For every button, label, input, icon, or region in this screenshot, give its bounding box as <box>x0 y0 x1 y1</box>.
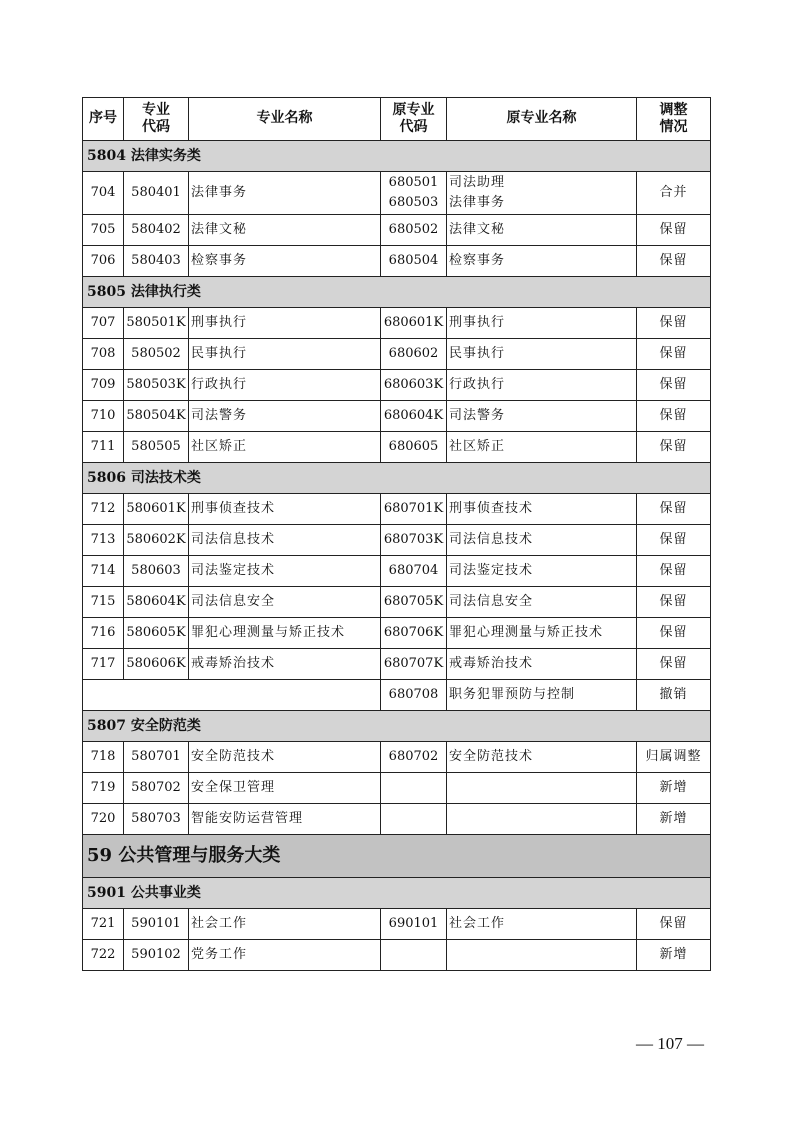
table-row <box>83 525 711 556</box>
code-cell: 580602K <box>124 525 189 556</box>
category-title: 5901 公共事业类 <box>83 878 711 909</box>
table-row <box>83 773 711 804</box>
table-header-row <box>83 98 711 141</box>
seq-cell: 708 <box>83 339 124 370</box>
seq-cell: 712 <box>83 494 124 525</box>
major-category-row <box>83 835 711 878</box>
header-code <box>124 98 189 141</box>
orig-code-cell <box>381 649 447 680</box>
orig-name-value: 检察事务 <box>449 253 506 268</box>
orig-name-value: 罪犯心理测量与矫正技术 <box>449 625 604 640</box>
code-cell: 580606K <box>124 649 189 680</box>
category-row <box>83 711 711 742</box>
orig-code-value: 680603K <box>383 377 444 392</box>
orig-name-value: 行政执行 <box>449 377 506 392</box>
category-row <box>83 878 711 909</box>
orig-code-value: 680602 <box>388 346 439 361</box>
orig-name-value: 刑事执行 <box>449 315 506 330</box>
category-title: 5804 法律实务类 <box>83 141 711 172</box>
table-row <box>83 370 711 401</box>
orig-name-cell <box>447 172 637 215</box>
orig-code-cell <box>381 525 447 556</box>
orig-code-cell <box>381 804 447 835</box>
header-orig-code-line1: 原专业 <box>392 101 435 118</box>
name-cell: 法律文秘 <box>189 215 381 246</box>
status-cell: 保留 <box>637 909 711 940</box>
seq-cell: 711 <box>83 432 124 463</box>
header-orig-code <box>381 98 447 141</box>
table-row <box>83 804 711 835</box>
status-cell: 保留 <box>637 618 711 649</box>
orig-name-value: 司法助理 <box>449 175 506 190</box>
orig-name-cell <box>447 742 637 773</box>
name-cell: 司法鉴定技术 <box>189 556 381 587</box>
orig-name-value: 安全防范技术 <box>449 749 534 764</box>
header-status-line2: 情况 <box>659 119 688 135</box>
orig-code-cell <box>381 370 447 401</box>
orig-name-cell <box>447 215 637 246</box>
orig-code-value: 680704 <box>388 563 439 578</box>
orig-name-value: 民事执行 <box>449 346 506 361</box>
status-cell: 新增 <box>637 804 711 835</box>
orig-code-value: 680702 <box>388 749 439 764</box>
seq-cell: 719 <box>83 773 124 804</box>
orig-code-value: 680708 <box>388 687 439 702</box>
code-cell: 580603 <box>124 556 189 587</box>
status-cell: 合并 <box>637 172 711 215</box>
status-cell: 保留 <box>637 432 711 463</box>
orig-code-cell <box>381 339 447 370</box>
code-cell: 580504K <box>124 401 189 432</box>
name-cell: 司法信息技术 <box>189 525 381 556</box>
status-cell: 保留 <box>637 494 711 525</box>
code-cell: 580703 <box>124 804 189 835</box>
code-cell: 580505 <box>124 432 189 463</box>
orig-name-value: 司法信息技术 <box>449 532 534 547</box>
status-cell: 保留 <box>637 370 711 401</box>
orig-name-cell <box>447 432 637 463</box>
orig-code-cell <box>381 680 447 711</box>
header-name: 专业名称 <box>189 98 381 141</box>
orig-code-value: 680501 <box>388 175 439 190</box>
name-cell: 司法警务 <box>189 401 381 432</box>
name-cell: 检察事务 <box>189 246 381 277</box>
code-cell: 580605K <box>124 618 189 649</box>
orig-name-cell <box>447 804 637 835</box>
orig-name-value: 戒毒矫治技术 <box>449 656 534 671</box>
table-row <box>83 587 711 618</box>
orig-name-cell <box>447 773 637 804</box>
orig-name-cell <box>447 587 637 618</box>
orig-code-value: 680701K <box>383 501 444 516</box>
code-cell: 580702 <box>124 773 189 804</box>
orig-name-value: 司法信息安全 <box>449 594 534 609</box>
code-cell: 590101 <box>124 909 189 940</box>
orig-name-cell <box>447 525 637 556</box>
status-cell: 保留 <box>637 308 711 339</box>
orig-code-cell <box>381 742 447 773</box>
name-cell: 民事执行 <box>189 339 381 370</box>
status-cell: 新增 <box>637 773 711 804</box>
table-row <box>83 618 711 649</box>
orig-name-value: 法律事务 <box>449 195 506 210</box>
seq-cell: 721 <box>83 909 124 940</box>
orig-name-cell <box>447 680 637 711</box>
orig-name-cell <box>447 308 637 339</box>
table-row <box>83 649 711 680</box>
major-catalog-table <box>82 97 711 971</box>
table-row <box>83 556 711 587</box>
status-cell: 保留 <box>637 556 711 587</box>
seq-cell: 705 <box>83 215 124 246</box>
code-cell: 590102 <box>124 940 189 971</box>
category-row <box>83 277 711 308</box>
code-cell: 580501K <box>124 308 189 339</box>
name-cell: 行政执行 <box>189 370 381 401</box>
orig-code-cell <box>381 172 447 215</box>
table-body <box>83 141 711 971</box>
table-row <box>83 246 711 277</box>
table-row <box>83 680 711 711</box>
orig-name-cell <box>447 649 637 680</box>
orig-code-value: 680707K <box>383 656 444 671</box>
orig-code-cell <box>381 556 447 587</box>
name-cell: 智能安防运营管理 <box>189 804 381 835</box>
seq-cell: 720 <box>83 804 124 835</box>
name-cell: 党务工作 <box>189 940 381 971</box>
name-cell: 法律事务 <box>189 172 381 215</box>
table-row <box>83 742 711 773</box>
orig-name-value: 社区矫正 <box>449 439 506 454</box>
orig-name-cell <box>447 909 637 940</box>
orig-code-value: 680502 <box>388 222 439 237</box>
orig-name-value: 司法鉴定技术 <box>449 563 534 578</box>
header-seq: 序号 <box>83 98 124 141</box>
name-cell: 刑事执行 <box>189 308 381 339</box>
table-row <box>83 215 711 246</box>
status-cell: 保留 <box>637 401 711 432</box>
category-title: 5805 法律执行类 <box>83 277 711 308</box>
seq-cell: 713 <box>83 525 124 556</box>
category-title: 5806 司法技术类 <box>83 463 711 494</box>
orig-code-cell <box>381 587 447 618</box>
seq-cell: 716 <box>83 618 124 649</box>
orig-code-value: 680605 <box>388 439 439 454</box>
orig-code-value: 680601K <box>383 315 444 330</box>
orig-code-cell <box>381 246 447 277</box>
seq-cell: 722 <box>83 940 124 971</box>
status-cell: 保留 <box>637 587 711 618</box>
table-row <box>83 494 711 525</box>
orig-name-cell <box>447 556 637 587</box>
header-orig-name: 原专业名称 <box>447 98 637 141</box>
orig-code-cell <box>381 432 447 463</box>
orig-code-cell <box>381 909 447 940</box>
orig-code-value: 680705K <box>383 594 444 609</box>
orig-code-cell <box>381 308 447 339</box>
orig-name-value: 职务犯罪预防与控制 <box>449 687 576 702</box>
name-cell: 安全保卫管理 <box>189 773 381 804</box>
seq-cell: 704 <box>83 172 124 215</box>
category-row <box>83 141 711 172</box>
code-cell: 580604K <box>124 587 189 618</box>
code-cell: 580601K <box>124 494 189 525</box>
status-cell: 新增 <box>637 940 711 971</box>
seq-cell: 717 <box>83 649 124 680</box>
orig-name-value: 刑事侦查技术 <box>449 501 534 516</box>
code-cell: 580403 <box>124 246 189 277</box>
table-row <box>83 432 711 463</box>
table-row <box>83 909 711 940</box>
seq-cell: 706 <box>83 246 124 277</box>
orig-name-value: 法律文秘 <box>449 222 506 237</box>
name-cell: 罪犯心理测量与矫正技术 <box>189 618 381 649</box>
seq-cell: 718 <box>83 742 124 773</box>
orig-code-value: 680604K <box>383 408 444 423</box>
name-cell: 社会工作 <box>189 909 381 940</box>
orig-code-value: 680503 <box>388 195 439 210</box>
orig-name-cell <box>447 339 637 370</box>
orig-code-cell <box>381 401 447 432</box>
seq-cell: 710 <box>83 401 124 432</box>
category-row <box>83 463 711 494</box>
empty-merged-cell <box>83 680 381 711</box>
orig-code-cell <box>381 618 447 649</box>
seq-cell: 714 <box>83 556 124 587</box>
name-cell: 司法信息安全 <box>189 587 381 618</box>
orig-name-cell <box>447 494 637 525</box>
orig-name-value: 社会工作 <box>449 916 506 931</box>
seq-cell: 709 <box>83 370 124 401</box>
orig-code-value: 680706K <box>383 625 444 640</box>
orig-code-cell <box>381 215 447 246</box>
code-cell: 580701 <box>124 742 189 773</box>
category-title: 5807 安全防范类 <box>83 711 711 742</box>
header-status-line1: 调整 <box>659 101 688 118</box>
name-cell: 刑事侦查技术 <box>189 494 381 525</box>
orig-code-cell <box>381 773 447 804</box>
header-status <box>637 98 711 141</box>
table-row <box>83 308 711 339</box>
orig-name-value: 司法警务 <box>449 408 506 423</box>
header-code-line1: 专业 <box>142 101 170 118</box>
status-cell: 保留 <box>637 339 711 370</box>
name-cell: 戒毒矫治技术 <box>189 649 381 680</box>
orig-code-value: 690101 <box>388 916 439 931</box>
orig-code-cell <box>381 494 447 525</box>
status-cell: 保留 <box>637 649 711 680</box>
code-cell: 580502 <box>124 339 189 370</box>
orig-name-cell <box>447 618 637 649</box>
orig-code-cell <box>381 940 447 971</box>
major-category-title: 59 公共管理与服务大类 <box>83 835 711 878</box>
status-cell: 保留 <box>637 525 711 556</box>
header-orig-code-line2: 代码 <box>399 119 428 135</box>
orig-code-value: 680504 <box>388 253 439 268</box>
table-row <box>83 401 711 432</box>
code-cell: 580401 <box>124 172 189 215</box>
status-cell: 撤销 <box>637 680 711 711</box>
name-cell: 安全防范技术 <box>189 742 381 773</box>
orig-name-cell <box>447 401 637 432</box>
status-cell: 保留 <box>637 215 711 246</box>
page-number: — 107 — <box>636 1034 704 1053</box>
code-cell: 580402 <box>124 215 189 246</box>
table-row <box>83 339 711 370</box>
table-row <box>83 940 711 971</box>
code-cell: 580503K <box>124 370 189 401</box>
header-code-line2: 代码 <box>142 119 170 135</box>
orig-name-cell <box>447 370 637 401</box>
seq-cell: 715 <box>83 587 124 618</box>
status-cell: 归属调整 <box>637 742 711 773</box>
table-row <box>83 172 711 215</box>
orig-name-cell <box>447 246 637 277</box>
orig-code-value: 680703K <box>383 532 444 547</box>
name-cell: 社区矫正 <box>189 432 381 463</box>
status-cell: 保留 <box>637 246 711 277</box>
seq-cell: 707 <box>83 308 124 339</box>
orig-name-cell <box>447 940 637 971</box>
